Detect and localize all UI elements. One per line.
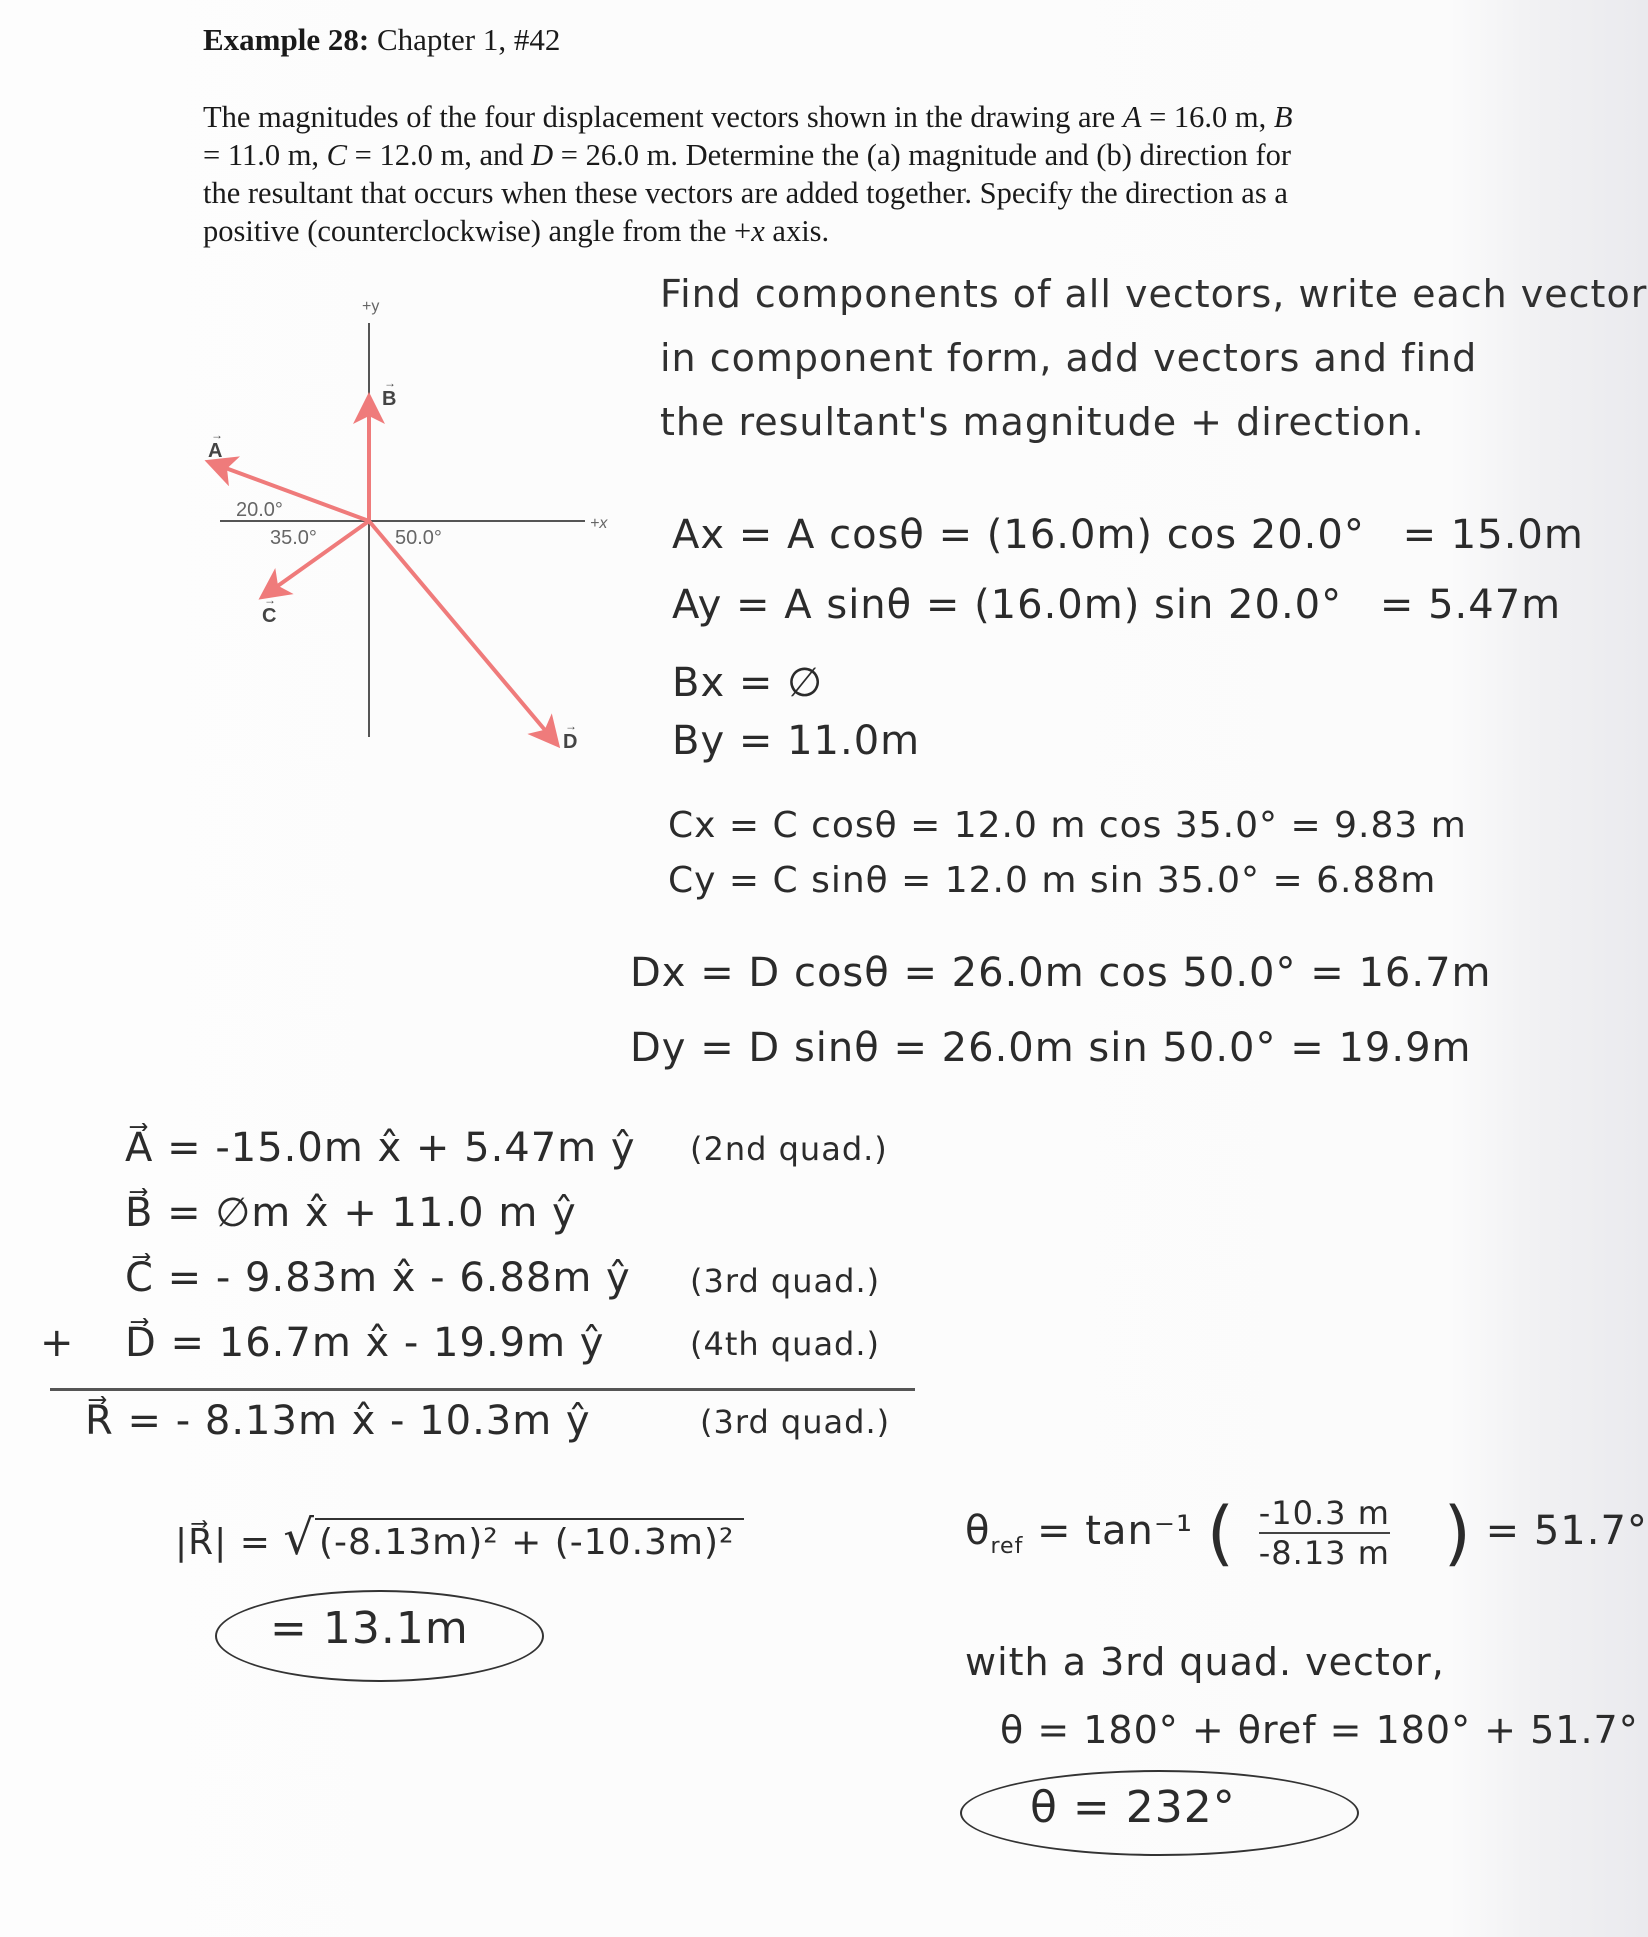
example-label: Example 28: — [203, 22, 370, 57]
component-dy: Dy = D sinθ = 26.0m sin 50.0° = 19.9m — [630, 1025, 1472, 1071]
solution-plan-note — [660, 262, 1647, 454]
component-by: By = 11.0m — [672, 718, 921, 764]
angle-a-label: 20.0° — [236, 499, 283, 521]
problem-line-3: the resultant that occurs when these vectors are added together. Specify the direction as a — [203, 176, 1288, 210]
component-cx: Cx = C cosθ = 12.0 m cos 35.0° = 9.83 m — [668, 805, 1467, 846]
component-ax: Ax = A cosθ = (16.0m) cos 20.0° = 15.0m — [672, 512, 1584, 558]
problem-line-1: The magnitudes of the four displacement vectors shown in the drawing are A = 16.0 m, B — [203, 100, 1293, 134]
sum-row-b: B⃗ = ∅m x̂ + 11.0 m ŷ — [125, 1190, 577, 1236]
angle-d-label: 50.0° — [395, 527, 442, 549]
vector-c-label: C — [262, 605, 277, 627]
sum-row-d-quadrant: (4th quad.) — [690, 1325, 881, 1363]
angle-c-label: 35.0° — [270, 527, 317, 549]
component-ay: Ay = A sinθ = (16.0m) sin 20.0° = 5.47m — [672, 582, 1562, 628]
y-axis-label: +y — [362, 298, 380, 315]
chapter-reference: Chapter 1, #42 — [376, 22, 561, 57]
sum-row-d: D⃗ = 16.7m x̂ - 19.9m ŷ — [125, 1320, 605, 1366]
svg-text:→: → — [384, 376, 396, 390]
sum-row-a-quadrant: (2nd quad.) — [690, 1130, 888, 1168]
component-cy: Cy = C sinθ = 12.0 m sin 35.0° = 6.88m — [668, 860, 1437, 901]
component-dx: Dx = D cosθ = 26.0m cos 50.0° = 16.7m — [630, 950, 1492, 996]
sum-row-a: A⃗ = -15.0m x̂ + 5.47m ŷ — [125, 1125, 636, 1171]
problem-line-2: = 11.0 m, C = 12.0 m, and D = 26.0 m. Determine the (a) magnitude and (b) direction for — [203, 138, 1292, 172]
plan-line-1: Find components of all vectors, write each vector — [660, 272, 1648, 316]
sum-row-d-plus: + — [40, 1320, 75, 1366]
vector-b-label: B — [382, 388, 397, 410]
svg-text:→: → — [264, 593, 276, 607]
problem-line-4: positive (counterclockwise) angle from the +x axis. — [203, 214, 830, 248]
direction-answer: θ = 232° — [1030, 1782, 1236, 1833]
sum-result: R⃗ = - 8.13m x̂ - 10.3m ŷ — [85, 1398, 591, 1444]
vector-d-arrow — [369, 521, 555, 742]
sum-line — [50, 1388, 915, 1391]
direction-formula: θ = 180° + θref = 180° + 51.7° — [1000, 1708, 1639, 1752]
vector-d-label: D — [563, 731, 578, 753]
component-bx: Bx = ∅ — [672, 660, 823, 706]
reference-angle-equation: $\theta_{ref} = \tan^{-1}$ ( $\frac{-10.3 m}{-8.13 m}$ ) = 51.7° — [965, 1492, 1648, 1574]
plan-line-2: in component form, add vectors and find — [660, 336, 1478, 380]
problem-statement — [203, 98, 1403, 250]
quadrant-note: with a 3rd quad. vector, — [965, 1640, 1445, 1684]
vector-diagram — [150, 250, 650, 770]
plan-line-3: the resultant's magnitude + direction. — [660, 400, 1425, 444]
sum-row-c-quadrant: (3rd quad.) — [690, 1262, 881, 1300]
sum-row-c: C⃗ = - 9.83m x̂ - 6.88m ŷ — [125, 1255, 631, 1301]
svg-text:→: → — [565, 719, 577, 733]
svg-text:→: → — [211, 428, 223, 442]
sum-result-quadrant: (3rd quad.) — [700, 1403, 891, 1441]
vector-a-label: A — [208, 440, 223, 462]
example-title — [203, 22, 560, 58]
x-axis-label: +x — [590, 515, 608, 532]
magnitude-answer: = 13.1m — [270, 1603, 469, 1654]
magnitude-equation: |R⃗| = √ (-8.13m)² + (-10.3m)² — [175, 1510, 744, 1566]
